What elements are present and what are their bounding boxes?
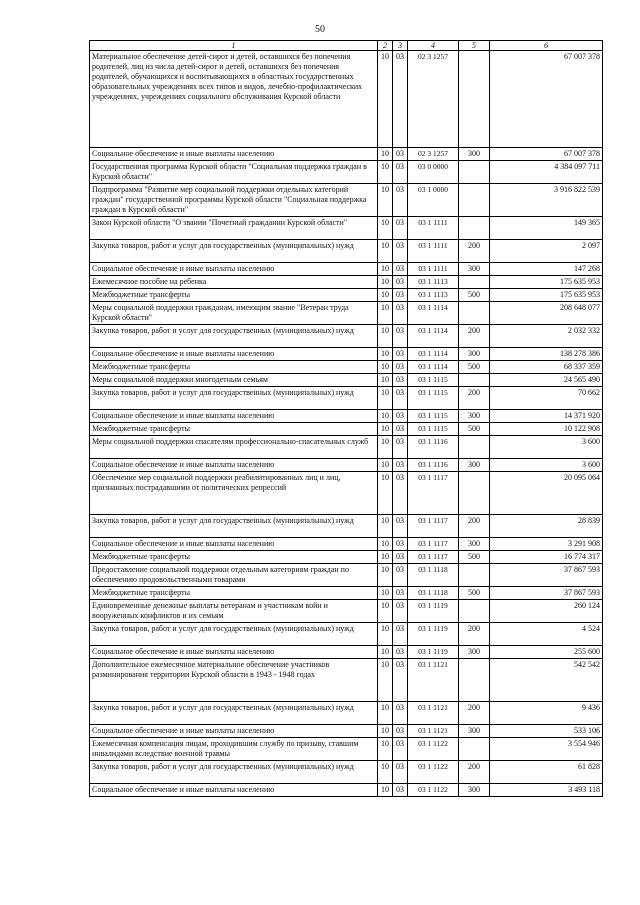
- row-expense-type: 500: [459, 423, 490, 436]
- row-section: 10: [378, 623, 393, 646]
- row-section: 10: [378, 459, 393, 472]
- row-subsection: 03: [393, 184, 408, 217]
- row-target-item: 03 1 1115: [408, 387, 459, 410]
- row-section: 10: [378, 472, 393, 515]
- row-amount: 20 095 064: [490, 472, 603, 515]
- row-section: 10: [378, 148, 393, 161]
- row-expense-type: 300: [459, 263, 490, 276]
- table-row: [90, 551, 603, 564]
- table-row: [90, 784, 603, 797]
- row-subsection: 03: [393, 348, 408, 361]
- table-row: [90, 410, 603, 423]
- row-target-item: 03 1 1113: [408, 289, 459, 302]
- row-name: Закупка товаров, работ и услуг для государственных (муниципальных) нужд: [90, 761, 378, 784]
- row-amount: 4 384 097 711: [490, 161, 603, 184]
- table-body: [90, 51, 603, 797]
- row-target-item: 03 1 1121: [408, 659, 459, 702]
- row-expense-type: 200: [459, 240, 490, 263]
- row-subsection: 03: [393, 289, 408, 302]
- row-expense-type: [459, 302, 490, 325]
- row-amount: 61 828: [490, 761, 603, 784]
- row-subsection: 03: [393, 423, 408, 436]
- table-row: [90, 387, 603, 410]
- row-subsection: 03: [393, 538, 408, 551]
- row-amount: 37 867 593: [490, 564, 603, 587]
- column-header-target-item: 4: [408, 41, 459, 51]
- row-subsection: 03: [393, 436, 408, 459]
- row-name: Социальное обеспечение и иные выплаты населению: [90, 538, 378, 551]
- table-row: [90, 348, 603, 361]
- column-header-expense-type: 5: [459, 41, 490, 51]
- row-name: Материальное обеспечение детей-сирот и детей, оставшихся без попечения родителей, лиц из числа детей-сирот и детей, оставшихся без попечения родителей, обучающихся и воспитывающихся в областных государственных образовательных учреждениях всех типов и видов, лечебно-профилактических учреждениях, учреждениях социального обслуживания Курской области: [90, 51, 378, 148]
- row-target-item: 03 1 1117: [408, 515, 459, 538]
- row-target-item: 03 1 1115: [408, 374, 459, 387]
- table-row: [90, 587, 603, 600]
- row-name: Закупка товаров, работ и услуг для государственных (муниципальных) нужд: [90, 623, 378, 646]
- row-expense-type: 500: [459, 587, 490, 600]
- row-expense-type: 300: [459, 148, 490, 161]
- row-amount: 68 337 359: [490, 361, 603, 374]
- row-expense-type: [459, 184, 490, 217]
- row-amount: 4 524: [490, 623, 603, 646]
- row-section: 10: [378, 387, 393, 410]
- row-amount: 3 600: [490, 459, 603, 472]
- row-section: 10: [378, 361, 393, 374]
- row-name: Закупка товаров, работ и услуг для государственных (муниципальных) нужд: [90, 387, 378, 410]
- row-section: 10: [378, 302, 393, 325]
- table-row: [90, 289, 603, 302]
- table-row: [90, 148, 603, 161]
- row-name: Предоставление социальной поддержки отдельным категориям граждан по обеспечению продовольственными товарами: [90, 564, 378, 587]
- row-subsection: 03: [393, 374, 408, 387]
- row-subsection: 03: [393, 623, 408, 646]
- row-expense-type: 200: [459, 702, 490, 725]
- row-target-item: 03 1 1114: [408, 325, 459, 348]
- column-header-name: 1: [90, 41, 378, 51]
- row-name: Межбюджетные трансферты: [90, 587, 378, 600]
- table-row: [90, 659, 603, 702]
- row-name: Социальное обеспечение и иные выплаты населению: [90, 725, 378, 738]
- row-section: 10: [378, 761, 393, 784]
- row-section: 10: [378, 263, 393, 276]
- row-target-item: 02 3 1257: [408, 51, 459, 148]
- row-subsection: 03: [393, 725, 408, 738]
- table-row: [90, 302, 603, 325]
- row-target-item: 03 1 1121: [408, 702, 459, 725]
- row-section: 10: [378, 51, 393, 148]
- table-row: [90, 217, 603, 240]
- row-section: 10: [378, 738, 393, 761]
- row-name: Социальное обеспечение и иные выплаты населению: [90, 646, 378, 659]
- table-row: [90, 459, 603, 472]
- column-header-subsection: 3: [393, 41, 408, 51]
- row-expense-type: 300: [459, 725, 490, 738]
- row-expense-type: [459, 564, 490, 587]
- row-expense-type: [459, 659, 490, 702]
- row-subsection: 03: [393, 325, 408, 348]
- row-section: 10: [378, 410, 393, 423]
- row-amount: 175 635 953: [490, 276, 603, 289]
- row-section: 10: [378, 564, 393, 587]
- table-row: [90, 564, 603, 587]
- row-expense-type: [459, 51, 490, 148]
- row-name: Социальное обеспечение и иные выплаты населению: [90, 459, 378, 472]
- table-row: [90, 600, 603, 623]
- row-expense-type: [459, 217, 490, 240]
- row-expense-type: 500: [459, 289, 490, 302]
- row-section: 10: [378, 161, 393, 184]
- row-section: 10: [378, 551, 393, 564]
- row-subsection: 03: [393, 761, 408, 784]
- row-amount: 255 600: [490, 646, 603, 659]
- row-amount: 3 291 908: [490, 538, 603, 551]
- table-row: [90, 538, 603, 551]
- row-subsection: 03: [393, 738, 408, 761]
- row-target-item: 03 1 1122: [408, 761, 459, 784]
- row-subsection: 03: [393, 148, 408, 161]
- table-row: [90, 738, 603, 761]
- row-amount: 10 122 908: [490, 423, 603, 436]
- row-section: 10: [378, 240, 393, 263]
- row-name: Межбюджетные трансферты: [90, 551, 378, 564]
- row-subsection: 03: [393, 515, 408, 538]
- row-target-item: 03 1 1119: [408, 623, 459, 646]
- table-row: [90, 515, 603, 538]
- row-target-item: 03 1 1118: [408, 564, 459, 587]
- row-name: Социальное обеспечение и иные выплаты населению: [90, 410, 378, 423]
- row-subsection: 03: [393, 551, 408, 564]
- row-subsection: 03: [393, 410, 408, 423]
- row-expense-type: [459, 374, 490, 387]
- table-row: [90, 51, 603, 148]
- row-expense-type: 300: [459, 784, 490, 797]
- row-name: Социальное обеспечение и иные выплаты населению: [90, 148, 378, 161]
- row-name: Дополнительное ежемесячное материальное обеспечение участников разминирования территории Курской области в 1943 - 1948 годах: [90, 659, 378, 702]
- row-subsection: 03: [393, 784, 408, 797]
- row-subsection: 03: [393, 51, 408, 148]
- row-name: Социальное обеспечение и иные выплаты населению: [90, 263, 378, 276]
- row-name: Межбюджетные трансферты: [90, 289, 378, 302]
- row-expense-type: 500: [459, 551, 490, 564]
- row-name: Меры социальной поддержки многодетным семьям: [90, 374, 378, 387]
- row-expense-type: [459, 472, 490, 515]
- row-section: 10: [378, 702, 393, 725]
- table-row: [90, 240, 603, 263]
- row-amount: 2 032 332: [490, 325, 603, 348]
- row-subsection: 03: [393, 361, 408, 374]
- row-expense-type: 200: [459, 515, 490, 538]
- row-target-item: 03 1 1116: [408, 436, 459, 459]
- row-subsection: 03: [393, 472, 408, 515]
- row-subsection: 03: [393, 459, 408, 472]
- row-amount: 3 600: [490, 436, 603, 459]
- row-section: 10: [378, 348, 393, 361]
- row-expense-type: 200: [459, 623, 490, 646]
- row-expense-type: [459, 276, 490, 289]
- row-expense-type: [459, 738, 490, 761]
- row-expense-type: 300: [459, 646, 490, 659]
- row-expense-type: [459, 600, 490, 623]
- row-subsection: 03: [393, 217, 408, 240]
- column-header-section: 2: [378, 41, 393, 51]
- row-amount: 3 554 946: [490, 738, 603, 761]
- row-name: Социальное обеспечение и иные выплаты населению: [90, 348, 378, 361]
- row-target-item: 03 1 1118: [408, 587, 459, 600]
- row-subsection: 03: [393, 600, 408, 623]
- row-target-item: 03 1 1111: [408, 263, 459, 276]
- row-name: Закупка товаров, работ и услуг для государственных (муниципальных) нужд: [90, 325, 378, 348]
- row-name: Закон Курской области "О звании "Почетный гражданин Курской области": [90, 217, 378, 240]
- row-target-item: 03 1 0000: [408, 184, 459, 217]
- row-amount: 9 436: [490, 702, 603, 725]
- row-section: 10: [378, 423, 393, 436]
- row-amount: 16 774 317: [490, 551, 603, 564]
- table-row: [90, 623, 603, 646]
- row-target-item: 03 1 1121: [408, 725, 459, 738]
- row-subsection: 03: [393, 702, 408, 725]
- row-target-item: 03 1 1122: [408, 738, 459, 761]
- row-section: 10: [378, 725, 393, 738]
- row-name: Ежемесячное пособие на ребенка: [90, 276, 378, 289]
- row-name: Закупка товаров, работ и услуг для государственных (муниципальных) нужд: [90, 515, 378, 538]
- table-row: [90, 472, 603, 515]
- row-name: Закупка товаров, работ и услуг для государственных (муниципальных) нужд: [90, 702, 378, 725]
- row-target-item: 03 1 1119: [408, 646, 459, 659]
- row-amount: 24 565 490: [490, 374, 603, 387]
- row-expense-type: 300: [459, 410, 490, 423]
- row-subsection: 03: [393, 302, 408, 325]
- row-target-item: 03 1 1115: [408, 410, 459, 423]
- row-amount: 138 278 386: [490, 348, 603, 361]
- column-header-amount: 6: [490, 41, 603, 51]
- row-amount: 208 648 077: [490, 302, 603, 325]
- row-target-item: 03 1 1113: [408, 276, 459, 289]
- row-target-item: 03 1 1114: [408, 361, 459, 374]
- table-row: [90, 276, 603, 289]
- row-amount: 3 916 822 539: [490, 184, 603, 217]
- row-section: 10: [378, 276, 393, 289]
- row-expense-type: 200: [459, 387, 490, 410]
- row-name: Меры социальной поддержки гражданам, имеющим звание "Ветеран труда Курской области": [90, 302, 378, 325]
- row-section: 10: [378, 659, 393, 702]
- row-subsection: 03: [393, 276, 408, 289]
- row-target-item: 03 1 1114: [408, 302, 459, 325]
- row-amount: 2 097: [490, 240, 603, 263]
- row-target-item: 03 0 0000: [408, 161, 459, 184]
- row-section: 10: [378, 436, 393, 459]
- row-subsection: 03: [393, 161, 408, 184]
- row-amount: 149 365: [490, 217, 603, 240]
- table-row: [90, 646, 603, 659]
- row-name: Государственная программа Курской области "Социальная поддержка граждан в Курской области": [90, 161, 378, 184]
- row-expense-type: 300: [459, 348, 490, 361]
- row-subsection: 03: [393, 263, 408, 276]
- row-expense-type: 300: [459, 459, 490, 472]
- table-row: [90, 702, 603, 725]
- row-name: Обеспечение мер социальной поддержки реабилитированных лиц и лиц, признанных пострадавшими от политических репрессий: [90, 472, 378, 515]
- row-target-item: 03 1 1122: [408, 784, 459, 797]
- row-name: Межбюджетные трансферты: [90, 423, 378, 436]
- row-amount: 70 662: [490, 387, 603, 410]
- row-expense-type: [459, 436, 490, 459]
- row-amount: 175 635 953: [490, 289, 603, 302]
- row-amount: 67 007 378: [490, 51, 603, 148]
- row-section: 10: [378, 538, 393, 551]
- row-section: 10: [378, 587, 393, 600]
- row-subsection: 03: [393, 564, 408, 587]
- table-row: [90, 725, 603, 738]
- row-name: Закупка товаров, работ и услуг для государственных (муниципальных) нужд: [90, 240, 378, 263]
- table-row: [90, 436, 603, 459]
- row-name: Ежемесячная компенсация лицам, проходившим службу по призыву, ставшим инвалидами вследствие военной травмы: [90, 738, 378, 761]
- row-name: Единовременные денежные выплаты ветеранам и участникам войн и вооруженных конфликтов и их семьям: [90, 600, 378, 623]
- row-target-item: 02 3 1257: [408, 148, 459, 161]
- table-row: [90, 374, 603, 387]
- row-section: 10: [378, 515, 393, 538]
- row-amount: 37 867 593: [490, 587, 603, 600]
- row-subsection: 03: [393, 646, 408, 659]
- budget-table: [89, 40, 603, 797]
- row-amount: 542 542: [490, 659, 603, 702]
- row-target-item: 03 1 1111: [408, 240, 459, 263]
- row-amount: 67 007 378: [490, 148, 603, 161]
- page-number: 50: [315, 24, 325, 35]
- table-row: [90, 361, 603, 374]
- row-target-item: 03 1 1117: [408, 551, 459, 564]
- table-row: [90, 325, 603, 348]
- table-row: [90, 263, 603, 276]
- row-section: 10: [378, 289, 393, 302]
- table-row: [90, 423, 603, 436]
- table-row: [90, 761, 603, 784]
- row-amount: 260 124: [490, 600, 603, 623]
- row-section: 10: [378, 217, 393, 240]
- row-amount: 14 371 920: [490, 410, 603, 423]
- row-subsection: 03: [393, 587, 408, 600]
- row-expense-type: [459, 161, 490, 184]
- row-name: Межбюджетные трансферты: [90, 361, 378, 374]
- row-section: 10: [378, 184, 393, 217]
- row-target-item: 03 1 1114: [408, 348, 459, 361]
- row-target-item: 03 1 1116: [408, 459, 459, 472]
- table-row: [90, 161, 603, 184]
- row-target-item: 03 1 1111: [408, 217, 459, 240]
- row-section: 10: [378, 600, 393, 623]
- row-expense-type: 200: [459, 761, 490, 784]
- row-subsection: 03: [393, 387, 408, 410]
- row-target-item: 03 1 1117: [408, 538, 459, 551]
- table-header-row: [90, 41, 603, 51]
- row-expense-type: 200: [459, 325, 490, 348]
- row-section: 10: [378, 325, 393, 348]
- row-amount: 147 268: [490, 263, 603, 276]
- row-section: 10: [378, 784, 393, 797]
- row-name: Меры социальной поддержки спасателям профессионально-спасательных служб: [90, 436, 378, 459]
- row-amount: 28 839: [490, 515, 603, 538]
- row-name: Подпрограмма "Развитие мер социальной поддержки отдельных категорий граждан" государственной программы Курской области "Социальная поддержка граждан в Курской области": [90, 184, 378, 217]
- row-amount: 533 106: [490, 725, 603, 738]
- row-expense-type: 500: [459, 361, 490, 374]
- row-amount: 3 493 118: [490, 784, 603, 797]
- row-name: Социальное обеспечение и иные выплаты населению: [90, 784, 378, 797]
- table-row: [90, 184, 603, 217]
- row-section: 10: [378, 374, 393, 387]
- row-target-item: 03 1 1119: [408, 600, 459, 623]
- row-expense-type: 300: [459, 538, 490, 551]
- row-target-item: 03 1 1117: [408, 472, 459, 515]
- row-target-item: 03 1 1115: [408, 423, 459, 436]
- row-section: 10: [378, 646, 393, 659]
- row-subsection: 03: [393, 240, 408, 263]
- row-subsection: 03: [393, 659, 408, 702]
